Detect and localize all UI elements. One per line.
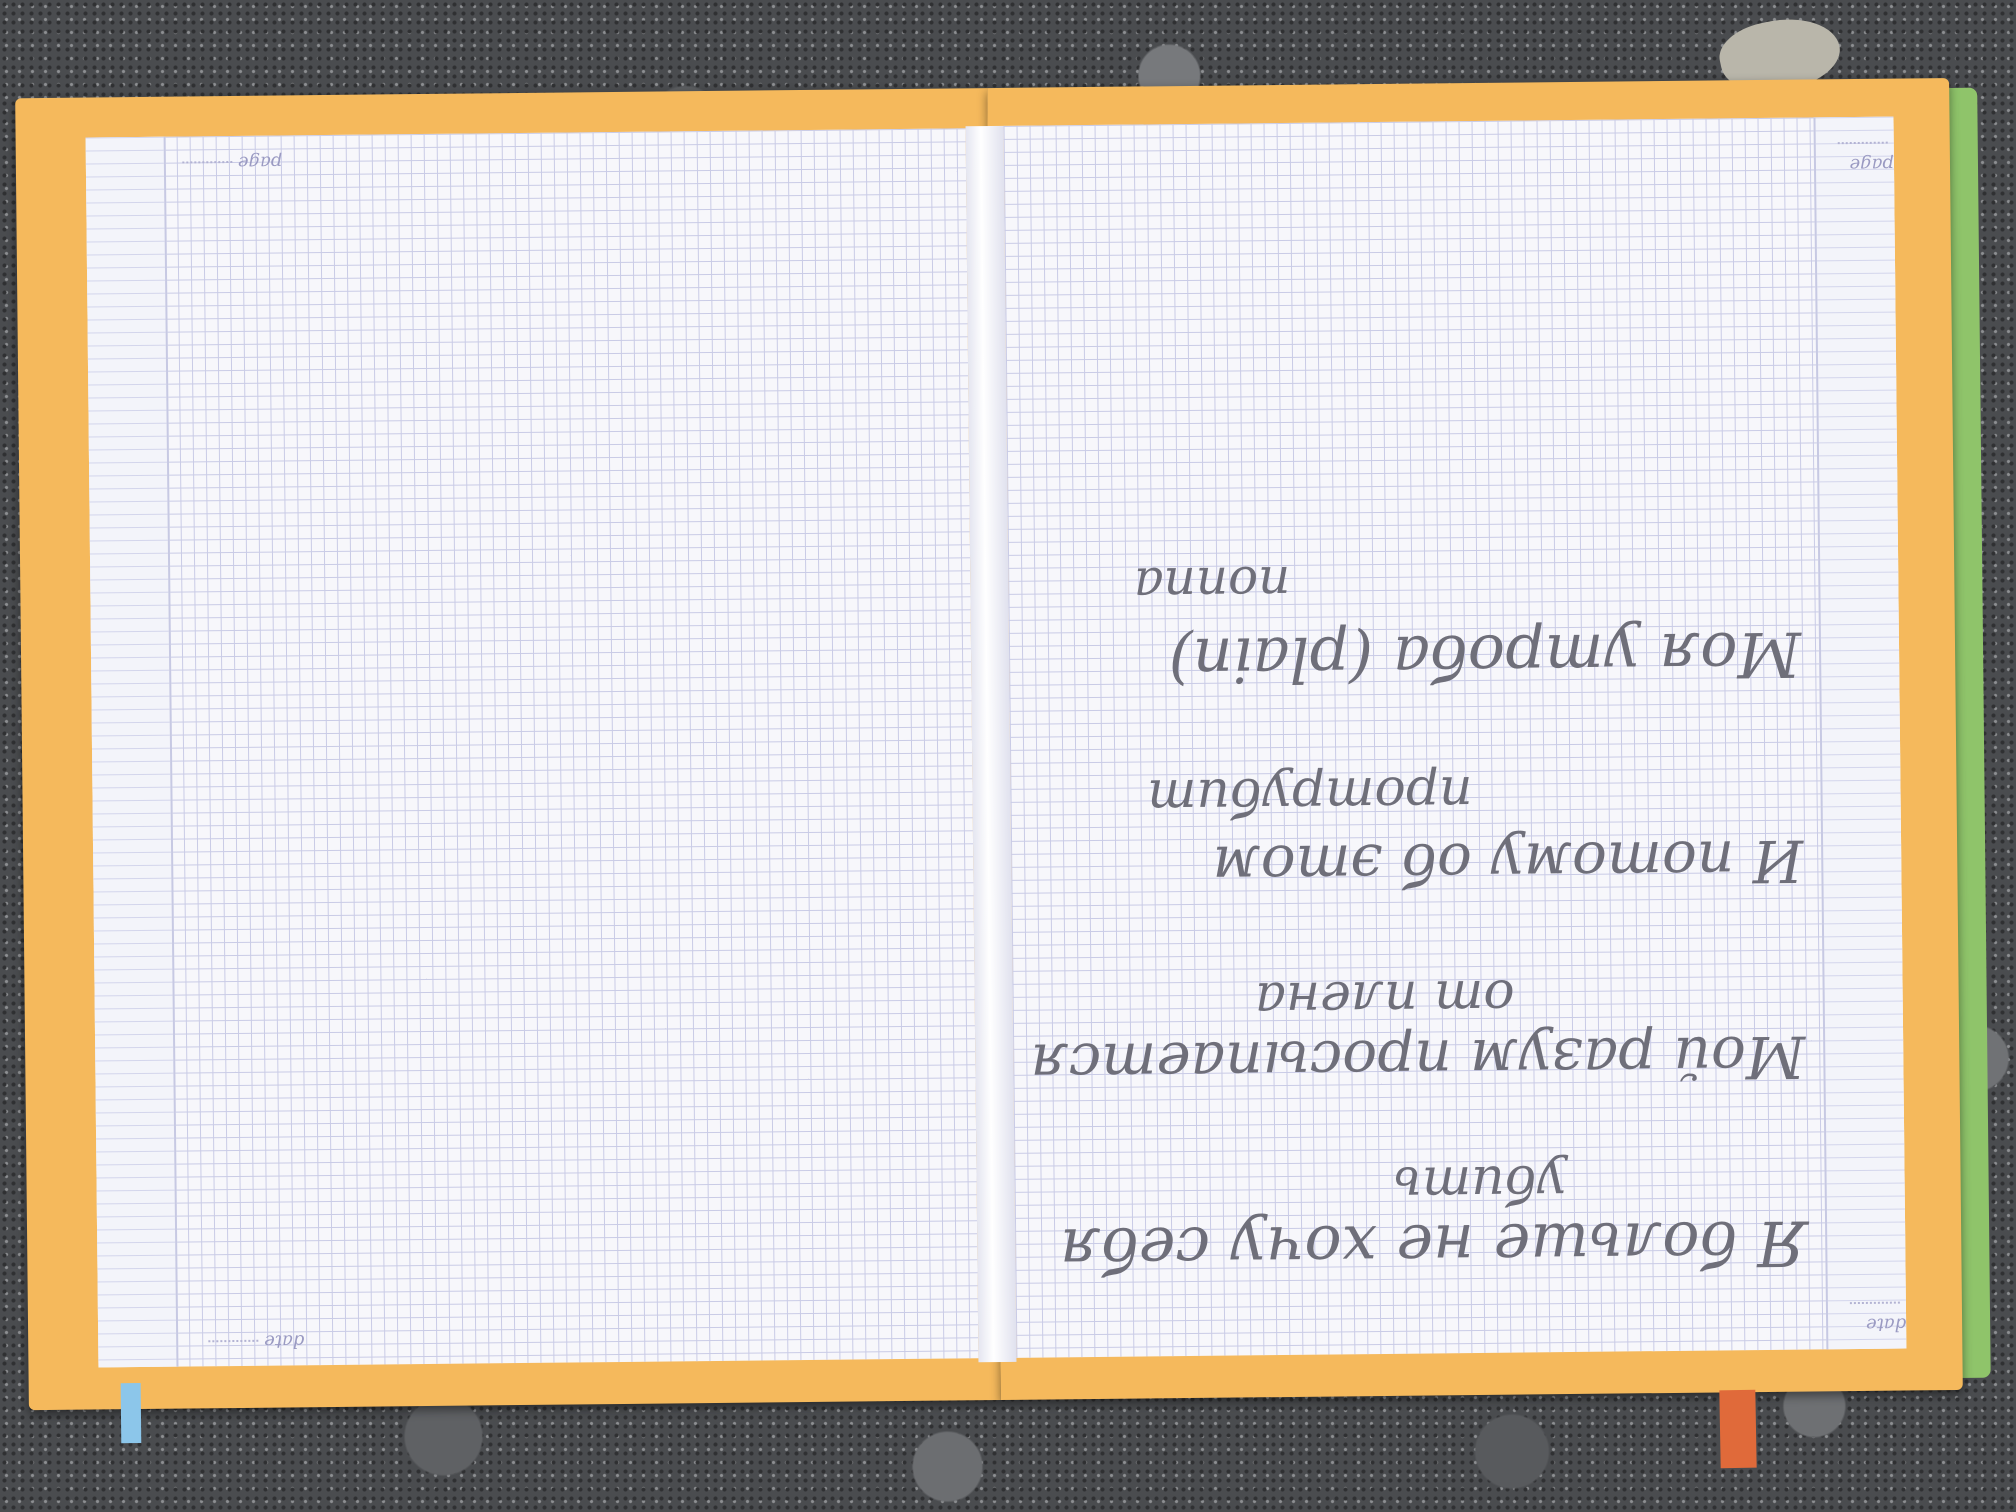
right-page-date-label: date [1836, 1293, 1906, 1336]
poem-line: убить [1393, 1153, 1567, 1215]
handwritten-poem [1030, 230, 1818, 1288]
poem-line: Я больше не хочу себя [1059, 1206, 1808, 1288]
right-page-number-label: page [1822, 133, 1894, 176]
poem-line: от плена [1254, 967, 1515, 1031]
poem-line: Моя утроба (plain) [1168, 617, 1802, 698]
left-page [86, 128, 979, 1367]
left-page-date-label: date [208, 1330, 304, 1352]
poem-line: протрубит [1146, 764, 1473, 828]
right-page-margin [1813, 117, 1906, 1350]
poem-line: nonna [1133, 554, 1291, 615]
poem-line: И потому об этом [1212, 826, 1804, 901]
blue-bookmark-tab [121, 1383, 142, 1443]
poem-line: Мой разум просыпается [1030, 1022, 1806, 1099]
orange-bookmark-tab [1719, 1390, 1756, 1469]
left-page-number-label: page [182, 151, 283, 173]
left-page-margin [86, 137, 179, 1368]
open-notebook [15, 78, 1981, 1410]
